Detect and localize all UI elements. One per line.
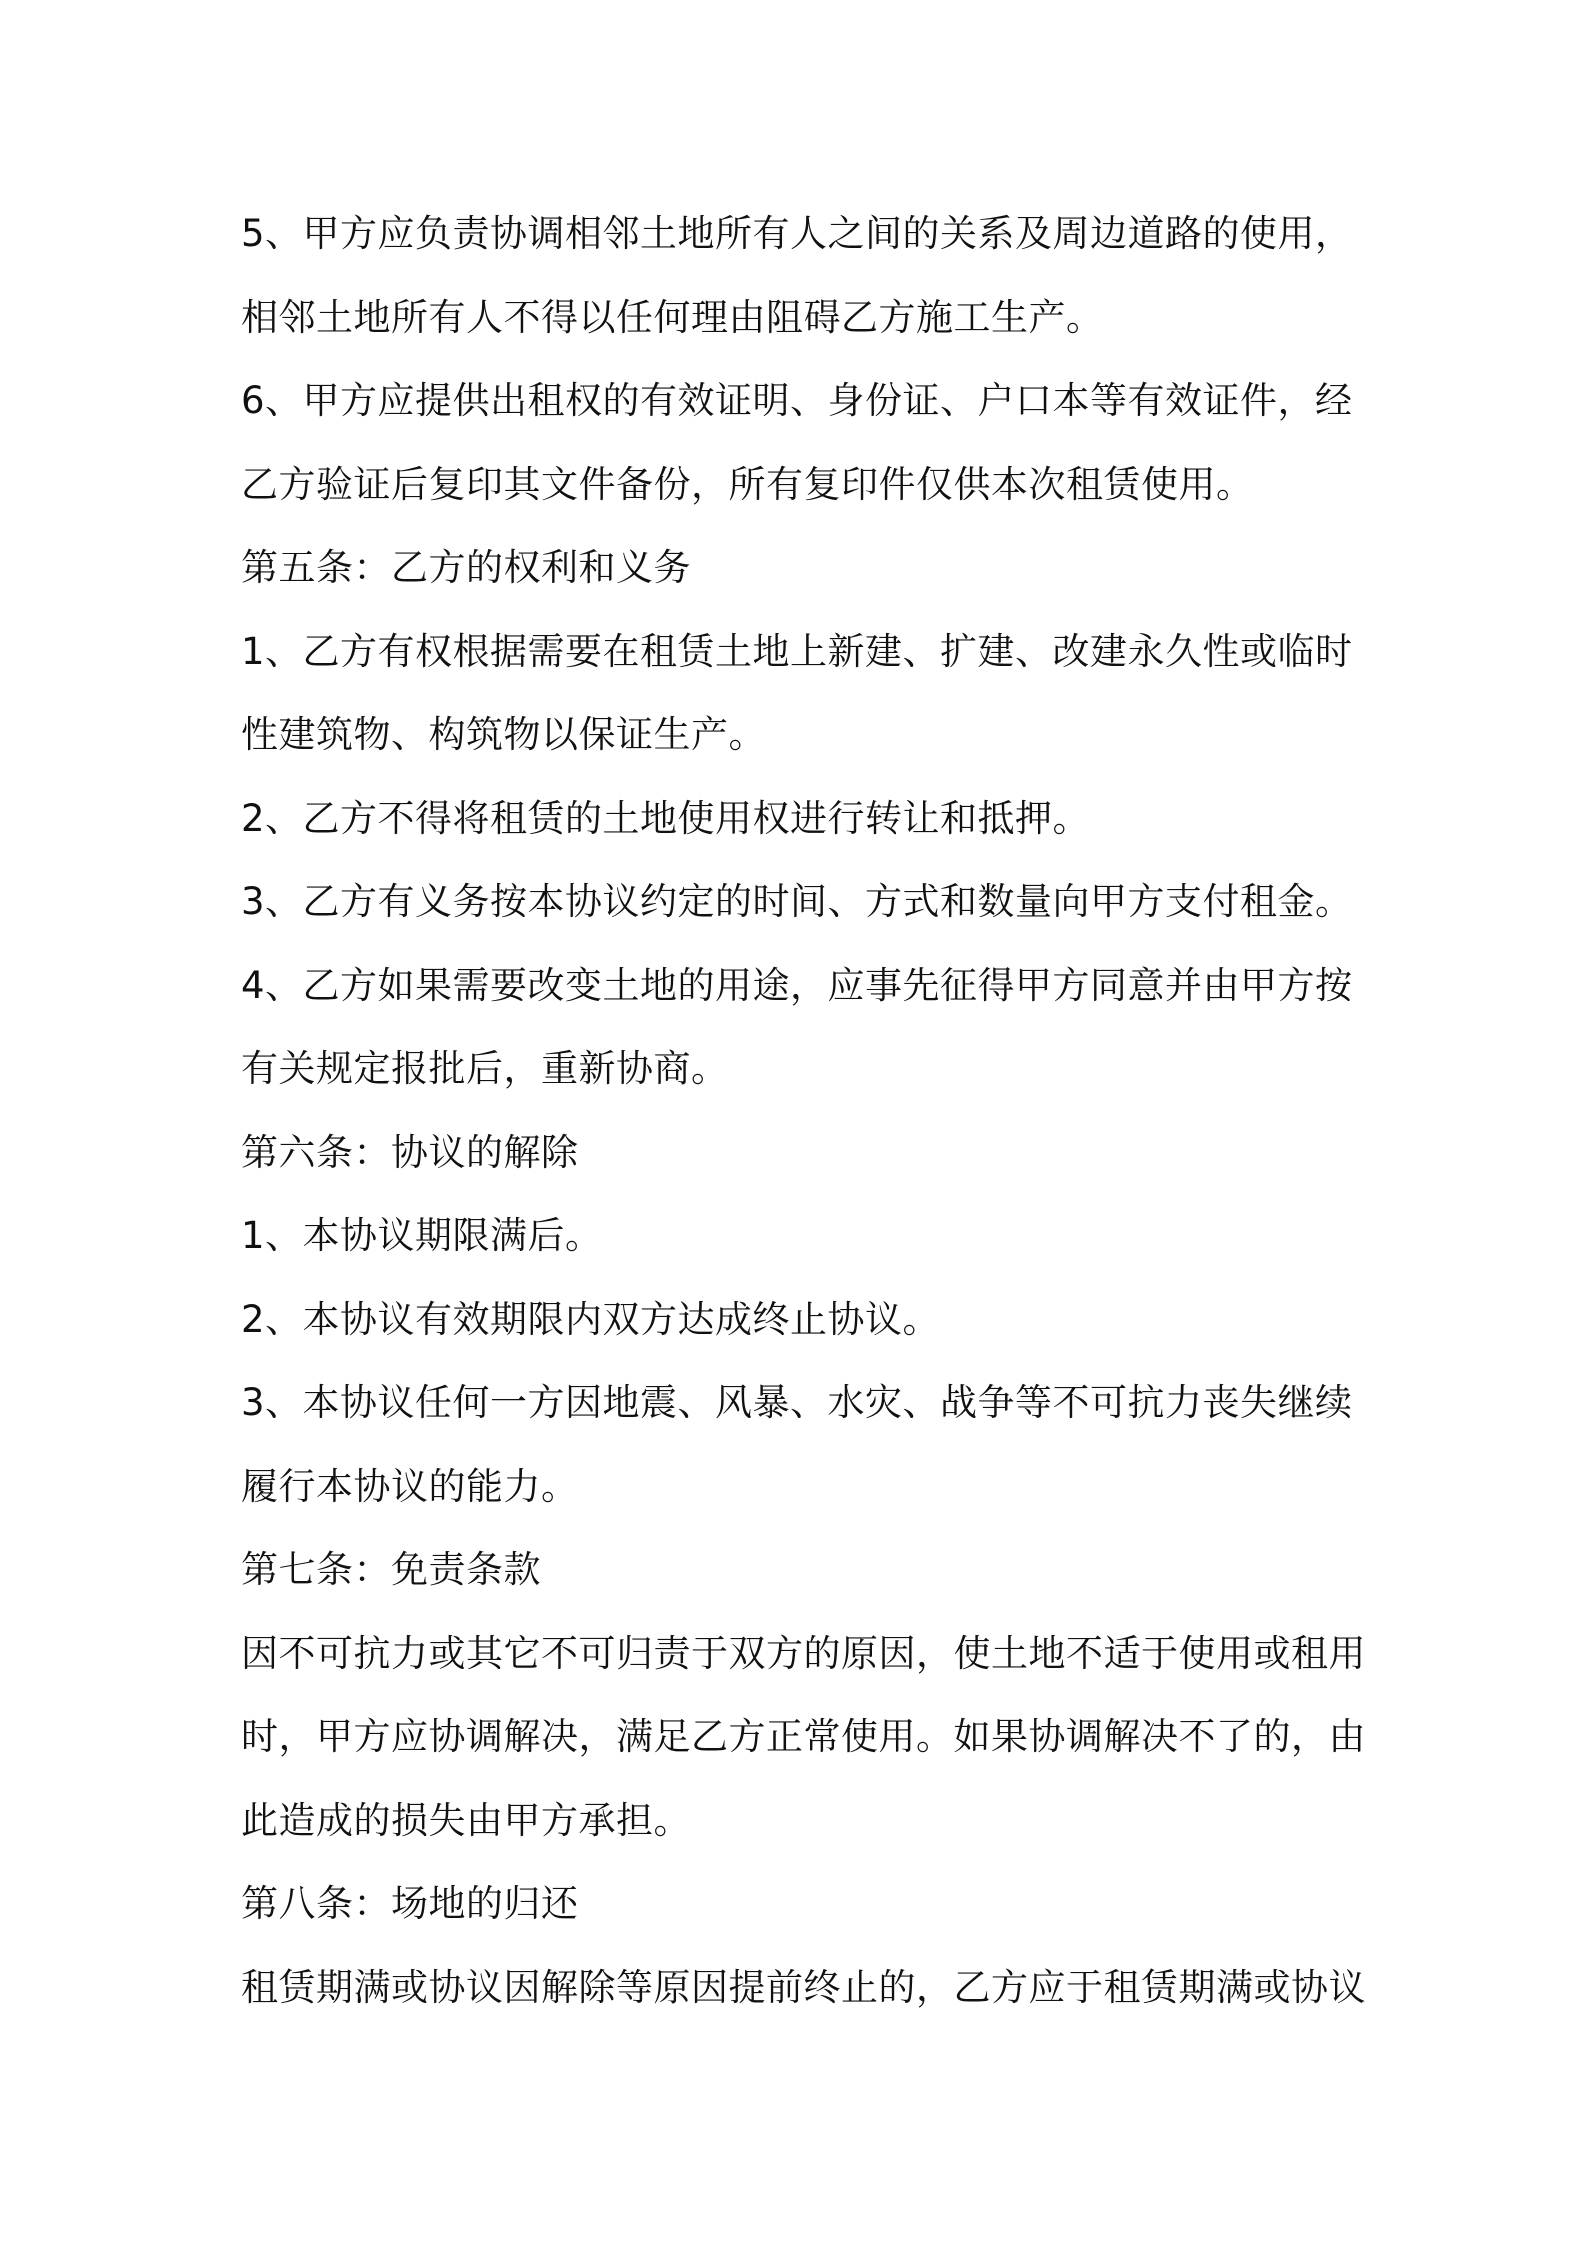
article-7-text-line-3: 此造成的损失由甲方承担。 xyxy=(241,1798,691,1842)
article-6-heading: 第六条：协议的解除 xyxy=(241,1130,579,1174)
clause-5-line-1: 5、甲方应负责协调相邻土地所有人之间的关系及周边道路的使用， xyxy=(241,212,1353,255)
clause-6-line-1: 6、甲方应提供出租权的有效证明、身份证、户口本等有效证件，经 xyxy=(241,379,1353,422)
article-5-item-3: 3、乙方有义务按本协议约定的时间、方式和数量向甲方支付租金。 xyxy=(241,880,1353,923)
article-7-text-line-1: 因不可抗力或其它不可归责于双方的原因，使土地不适于使用或租用 xyxy=(241,1631,1366,1675)
article-6-item-3-line-2: 履行本协议的能力。 xyxy=(241,1464,579,1508)
article-6-item-2: 2、本协议有效期限内双方达成终止协议。 xyxy=(241,1297,941,1341)
article-6-item-3-line-1: 3、本协议任何一方因地震、风暴、水灾、战争等不可抗力丧失继续 xyxy=(241,1381,1353,1424)
document-body xyxy=(241,192,1366,2029)
article-6-item-1: 1、本协议期限满后。 xyxy=(241,1214,603,1257)
article-7-heading: 第七条：免责条款 xyxy=(241,1548,541,1591)
article-5-item-2: 2、乙方不得将租赁的土地使用权进行转让和抵押。 xyxy=(241,796,1091,840)
article-5-item-1-line-2: 性建筑物、构筑物以保证生产。 xyxy=(241,713,766,756)
article-8-heading: 第八条：场地的归还 xyxy=(241,1882,579,1925)
article-5-heading: 第五条：乙方的权利和义务 xyxy=(241,546,691,589)
clause-5-line-2: 相邻土地所有人不得以任何理由阻碍乙方施工生产。 xyxy=(241,295,1104,339)
article-5-item-1-line-1: 1、乙方有权根据需要在租赁土地上新建、扩建、改建永久性或临时 xyxy=(241,629,1353,673)
article-8-text-line-1: 租赁期满或协议因解除等原因提前终止的，乙方应于租赁期满或协议 xyxy=(241,1965,1366,2009)
article-7-text-line-2: 时，甲方应协调解决，满足乙方正常使用。如果协调解决不了的，由 xyxy=(241,1715,1366,1758)
article-5-item-4-line-2: 有关规定报批后，重新协商。 xyxy=(241,1047,729,1090)
clause-6-line-2: 乙方验证后复印其文件备份，所有复印件仅供本次租赁使用。 xyxy=(241,462,1254,506)
article-5-item-4-line-1: 4、乙方如果需要改变土地的用途，应事先征得甲方同意并由甲方按 xyxy=(241,963,1353,1007)
